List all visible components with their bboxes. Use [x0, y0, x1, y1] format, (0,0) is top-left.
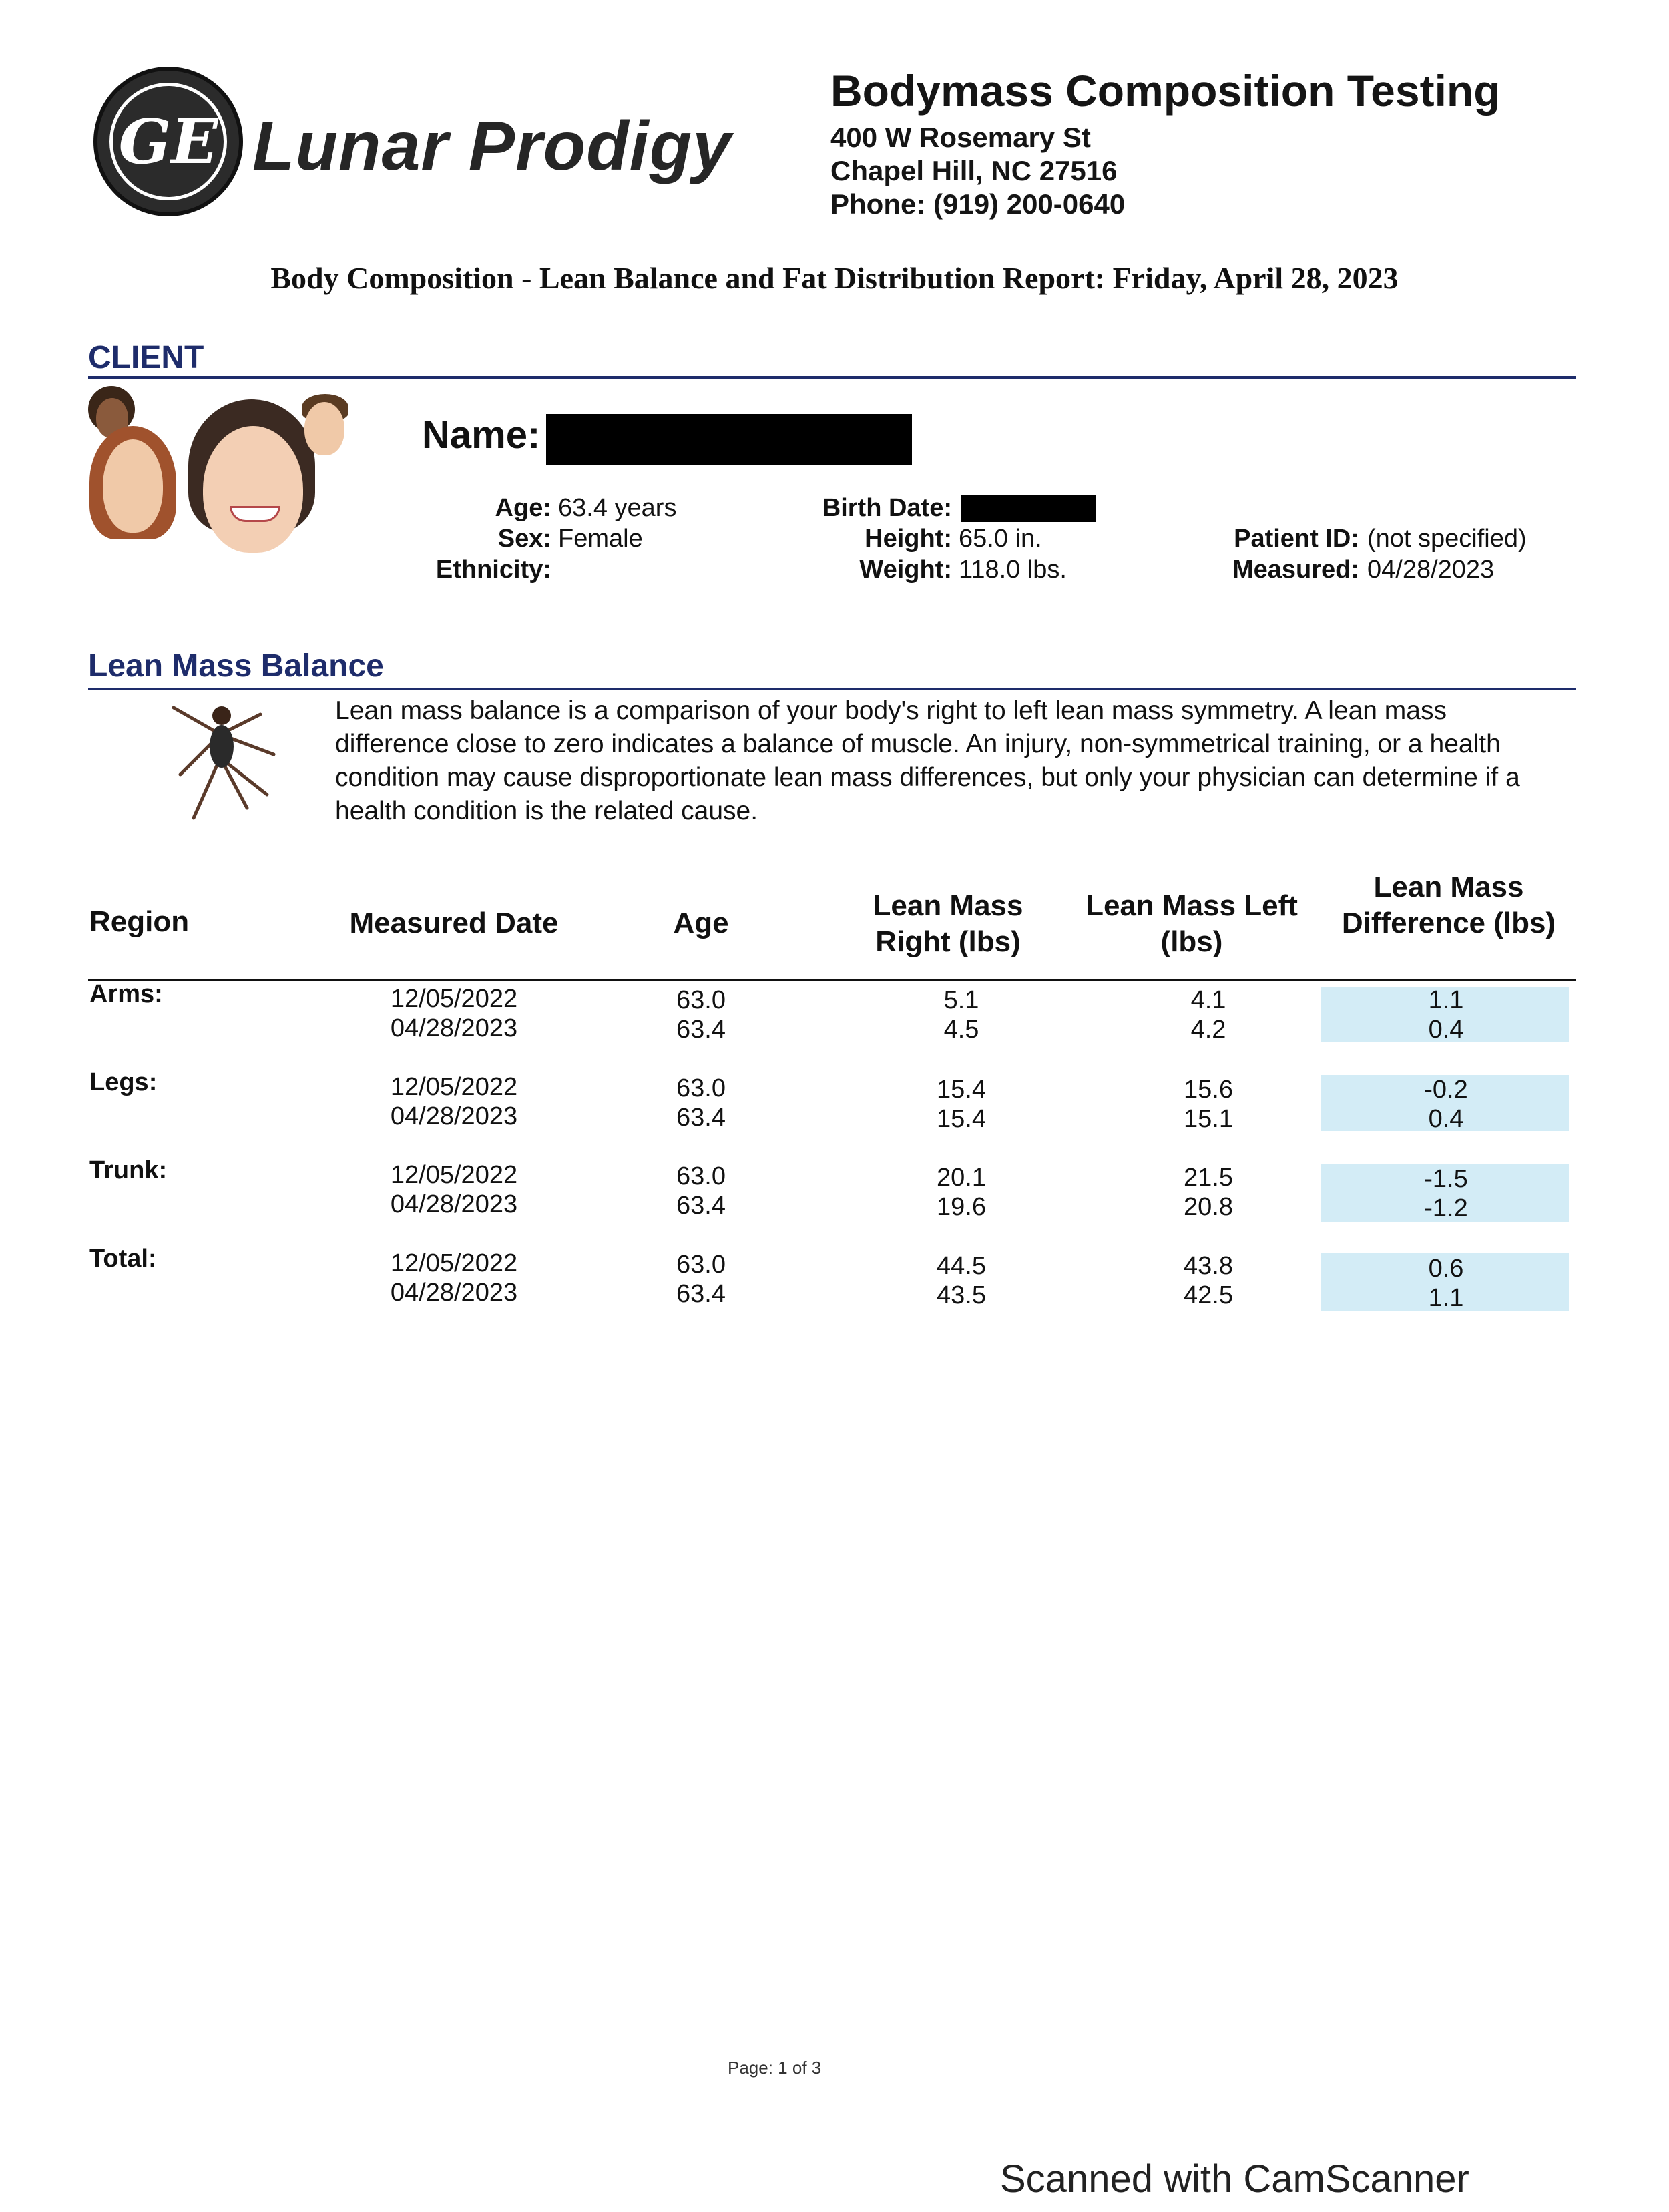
arms-diff-1: 1.1 [1428, 986, 1464, 1014]
total-diff-2: 1.1 [1428, 1284, 1464, 1312]
region-total: Total: [89, 1245, 157, 1273]
arms-date-1: 12/05/2022 [390, 985, 518, 1013]
report-title: Body Composition - Lean Balance and Fat Distribution Report: Friday, April 28, 2023 [270, 261, 1399, 295]
company-phone: Phone: (919) 200-0640 [830, 188, 1126, 220]
page-number: Page: 1 of 3 [728, 2058, 822, 2078]
measured-value: 04/28/2023 [1367, 556, 1495, 584]
legs-diff-1: -0.2 [1424, 1076, 1468, 1104]
arms-date-2: 04/28/2023 [390, 1014, 518, 1042]
arms-right-1: 5.1 [943, 986, 979, 1014]
legs-right-2: 15.4 [937, 1105, 986, 1133]
trunk-age-1: 63.0 [676, 1162, 726, 1190]
lean-section-title: Lean Mass Balance [88, 648, 384, 684]
company-name: Bodymass Composition Testing [830, 66, 1501, 116]
arms-age-2: 63.4 [676, 1016, 726, 1044]
th-lean-difference: Lean Mass Difference (lbs) [1341, 871, 1556, 939]
trunk-date-2: 04/28/2023 [390, 1190, 518, 1219]
address-street: 400 W Rosemary St [830, 122, 1091, 153]
total-date-1: 12/05/2022 [390, 1249, 518, 1277]
ethnicity-label: Ethnicity: [435, 556, 551, 584]
arms-left-1: 4.1 [1190, 986, 1226, 1014]
trunk-diff-1: -1.5 [1424, 1165, 1468, 1193]
total-right-1: 44.5 [937, 1252, 986, 1280]
trunk-left-2: 20.8 [1184, 1193, 1233, 1221]
name-redaction [546, 414, 912, 465]
total-age-1: 63.0 [676, 1251, 726, 1279]
total-left-1: 43.8 [1184, 1252, 1233, 1280]
face-woman-center-skin [203, 426, 303, 553]
legs-diff-2: 0.4 [1428, 1105, 1464, 1133]
sex-label: Sex: [497, 525, 551, 553]
trunk-age-2: 63.4 [676, 1192, 726, 1220]
arms-diff-2: 0.4 [1428, 1016, 1464, 1044]
total-age-2: 63.4 [676, 1280, 726, 1308]
weight-label: Weight: [859, 556, 952, 584]
birth-date-redaction [961, 495, 1096, 522]
patient-id-value: (not specified) [1367, 525, 1527, 553]
client-divider [88, 376, 1576, 379]
sex-value: Female [558, 525, 643, 553]
th-lean-left: Lean Mass Left (lbs) [1086, 889, 1298, 958]
trunk-diff-2: -1.2 [1424, 1194, 1468, 1223]
th-measured-date: Measured Date [349, 907, 559, 939]
birth-date-label: Birth Date: [822, 494, 952, 522]
face-woman-redhair-skin [103, 439, 163, 533]
client-section-title: CLIENT [88, 340, 204, 375]
brand-name: Lunar Prodigy [252, 107, 732, 185]
ge-logo [93, 67, 243, 216]
name-label: Name: [422, 413, 541, 457]
legs-date-2: 04/28/2023 [390, 1102, 518, 1130]
legs-left-2: 15.1 [1184, 1105, 1233, 1133]
lean-divider [88, 688, 1576, 690]
age-label: Age: [495, 494, 551, 522]
total-right-2: 43.5 [937, 1281, 986, 1309]
arms-left-2: 4.2 [1190, 1016, 1226, 1044]
trunk-right-1: 20.1 [937, 1164, 986, 1192]
lean-description: Lean mass balance is a comparison of your body's right to left lean mass symmetry. A lean mass difference close to zero indicates a balance of muscle. An injury, non-symmetrical training, or a health condition may cause disproportionate lean mass differences, but only your physician can determine if a health condition is the related cause. [335, 696, 1520, 825]
camscanner-watermark: Scanned with CamScanner [1000, 2157, 1469, 2201]
legs-age-2: 63.4 [676, 1104, 726, 1132]
total-left-2: 42.5 [1184, 1281, 1233, 1309]
trunk-left-1: 21.5 [1184, 1164, 1233, 1192]
legs-date-1: 12/05/2022 [390, 1073, 518, 1101]
arms-age-1: 63.0 [676, 986, 726, 1014]
age-value: 63.4 years [558, 494, 677, 522]
trunk-date-1: 12/05/2022 [390, 1161, 518, 1189]
smile [230, 506, 280, 522]
patient-id-label: Patient ID: [1234, 525, 1359, 553]
legs-left-1: 15.6 [1184, 1076, 1233, 1104]
th-region: Region [89, 905, 190, 938]
weight-value: 118.0 lbs. [959, 556, 1067, 584]
client-illustration [81, 386, 348, 560]
region-arms: Arms: [89, 980, 163, 1008]
th-age: Age [673, 907, 729, 939]
measured-label: Measured: [1232, 556, 1359, 584]
legs-age-1: 63.0 [676, 1074, 726, 1102]
total-diff-1: 0.6 [1428, 1255, 1464, 1283]
address-city: Chapel Hill, NC 27516 [830, 155, 1118, 186]
height-value: 65.0 in. [959, 525, 1042, 553]
legs-right-1: 15.4 [937, 1076, 986, 1104]
ge-monogram: GE [109, 83, 227, 200]
table-header-rule [88, 979, 1576, 981]
trunk-right-2: 19.6 [937, 1193, 986, 1221]
total-date-2: 04/28/2023 [390, 1279, 518, 1307]
th-lean-right: Lean Mass Right (lbs) [873, 889, 1023, 958]
dancer-figure-icon [160, 694, 280, 821]
arms-right-2: 4.5 [943, 1016, 979, 1044]
height-label: Height: [865, 525, 952, 553]
region-legs: Legs: [89, 1068, 158, 1096]
region-trunk: Trunk: [89, 1156, 168, 1184]
face-man-right [304, 402, 344, 455]
